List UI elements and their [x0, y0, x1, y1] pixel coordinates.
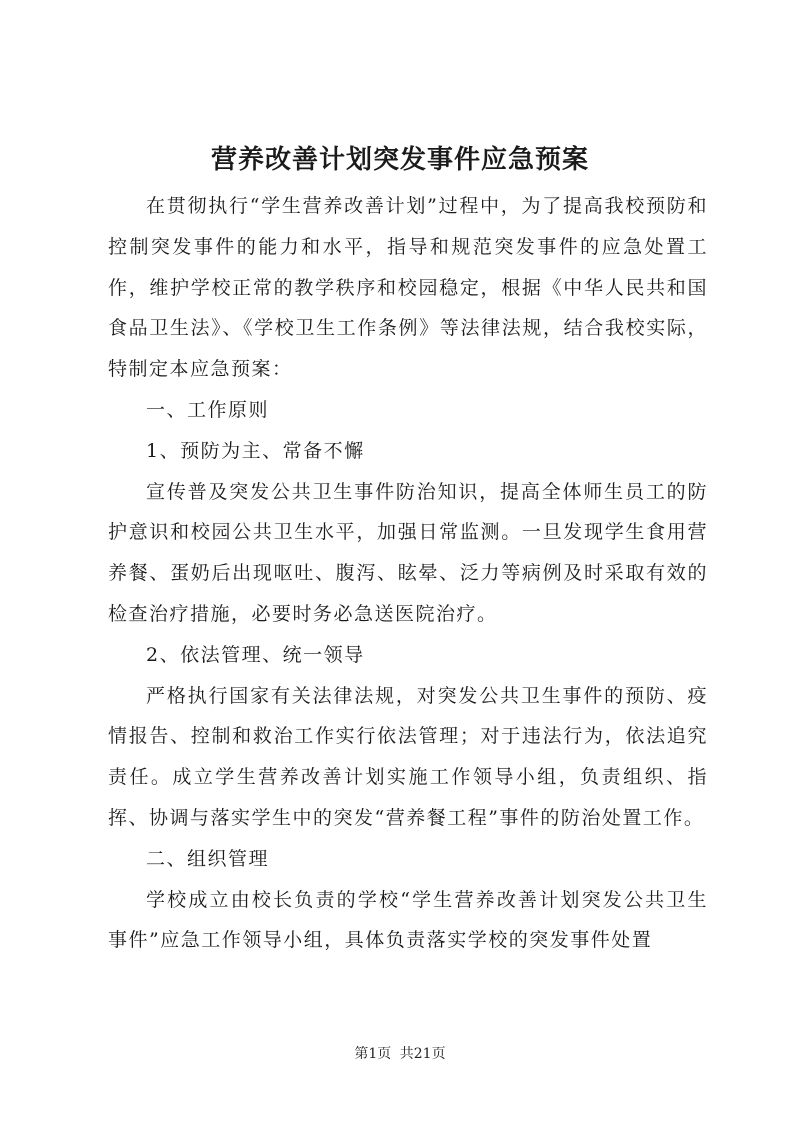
law-management-paragraph: 严格执行国家有关法律法规，对突发公共卫生事件的预防、疫情报告、控制和救治工作实行依法管理；对于违法行为，依法追究责任。成立学生营养改善计划实施工作领导小组，负责组织、指挥、协调与落实学生中的突发“营养餐工程”事件的防治处置工作。: [108, 684, 708, 829]
total-pages: 共21页: [399, 1046, 446, 1062]
page-footer: [0, 1044, 800, 1064]
subheading-law-management: 2、依法管理、统一领导: [146, 643, 365, 666]
prevention-paragraph: 宣传普及突发公共卫生事件防治知识，提高全体师生员工的防护意识和校园公共卫生水平，加强日常监测。一旦发现学生食用营养餐、蛋奶后出现呕吐、腹泻、眩晕、泛力等病例及时采取有效的检查治疗措施，必要时务必急送医院治疗。: [108, 480, 708, 625]
organization-paragraph: 学校成立由校长负责的学校“学生营养改善计划突发公共卫生事件”应急工作领导小组，具体负责落实学校的突发事件处置: [108, 888, 708, 952]
document-title: 营养改善计划突发事件应急预案: [210, 145, 589, 175]
section-heading-principles: 一、工作原则: [146, 398, 270, 421]
subheading-prevention: 1、预防为主、常备不懈: [146, 439, 365, 462]
document-body: [108, 186, 708, 961]
page-number: 第1页: [354, 1046, 392, 1062]
section-heading-organization: 二、组织管理: [146, 847, 270, 870]
intro-paragraph: 在贯彻执行“学生营养改善计划”过程中，为了提高我校预防和控制突发事件的能力和水平，指导和规范突发事件的应急处置工作，维护学校正常的教学秩序和校园稳定，根据《中华人民共和国食品卫生法》、《学校卫生工作条例》等法律法规，结合我校实际，特制定本应急预案：: [108, 195, 708, 381]
